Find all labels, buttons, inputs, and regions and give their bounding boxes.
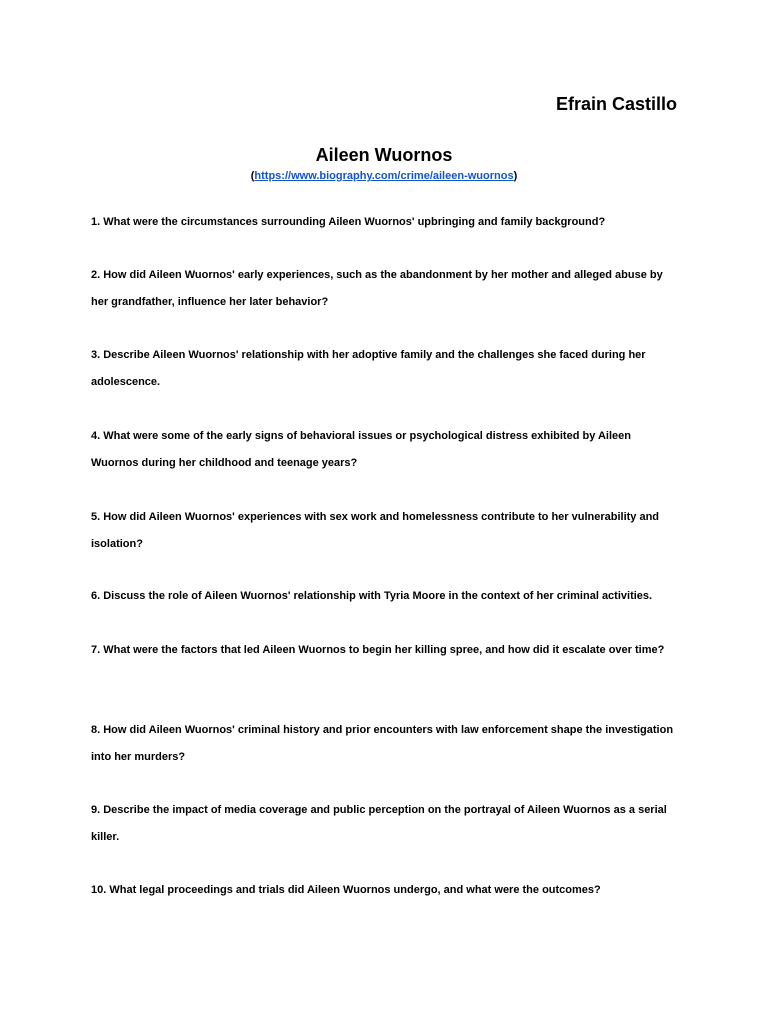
source-close-paren: ) — [513, 170, 518, 182]
question-6: 6. Discuss the role of Aileen Wuornos' relationship with Tyria Moore in the context of her criminal activities. — [91, 590, 653, 602]
question-8: 8. How did Aileen Wuornos' criminal history and prior encounters with law enforcement shape the investigation into her murders? — [91, 724, 674, 763]
question-10: 10. What legal proceedings and trials did Aileen Wuornos undergo, and what were the outcomes? — [91, 884, 601, 896]
question-3: 3. Describe Aileen Wuornos' relationship with her adoptive family and the challenges she faced during her adolescence. — [91, 349, 646, 388]
question-4: 4. What were some of the early signs of behavioral issues or psychological distress exhibited by Aileen Wuornos during her childhood and teenage years? — [91, 430, 631, 469]
question-2: 2. How did Aileen Wuornos' early experiences, such as the abandonment by her mother and alleged abuse by her grandfather, influence her later behavior? — [91, 269, 663, 308]
source-open-paren: ( — [250, 170, 255, 182]
question-7: 7. What were the factors that led Aileen Wuornos to begin her killing spree, and how did it escalate over time? — [91, 644, 665, 656]
document-title: Aileen Wuornos — [315, 145, 453, 165]
author-name: Efrain Castillo — [555, 94, 677, 114]
source-link[interactable]: https://www.biography.com/crime/aileen-wuornos — [254, 170, 514, 182]
question-5: 5. How did Aileen Wuornos' experiences with sex work and homelessness contribute to her vulnerability and isolation? — [91, 511, 660, 550]
question-1: 1. What were the circumstances surrounding Aileen Wuornos' upbringing and family background? — [91, 216, 606, 228]
question-9: 9. Describe the impact of media coverage and public perception on the portrayal of Aileen Wuornos as a serial killer. — [91, 804, 667, 843]
